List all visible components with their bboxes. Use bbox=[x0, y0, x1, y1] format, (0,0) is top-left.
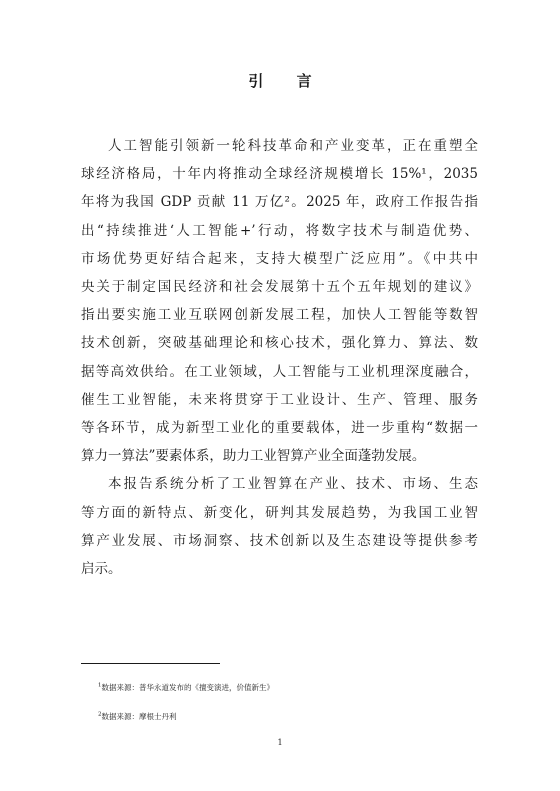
paragraph-line: 等各环节，成为新型工业化的重要载体，进一步重构“数据一 bbox=[81, 420, 478, 437]
paragraph-2 bbox=[81, 470, 478, 583]
footnotes bbox=[98, 683, 478, 741]
paragraph-line: 本报告系统分析了工业智算在产业、技术、市场、生态 bbox=[108, 476, 478, 493]
paragraph-line: 算产业发展、市场洞察、技术创新以及生态建设等提供参考 bbox=[81, 532, 478, 549]
paragraph-line: 技术创新，突破基础理论和核心技术，强化算力、算法、数 bbox=[81, 335, 478, 352]
footnote-1 bbox=[98, 683, 478, 693]
footnote-marker: 2 bbox=[98, 711, 102, 718]
paragraph-line: 年将为我国 GDP 贡献 11 万亿²。2025 年，政府工作报告指 bbox=[81, 194, 478, 211]
paragraph-line: 央关于制定国民经济和社会发展第十五个五年规划的建议》 bbox=[81, 279, 478, 296]
footnote-marker: 1 bbox=[98, 682, 102, 689]
paragraph-line: 算力一算法”要素体系，助力工业智算产业全面蓬勃发展。 bbox=[81, 448, 426, 465]
paragraph-line: 启示。 bbox=[81, 561, 122, 578]
footnote-text: 数据来源：普华永道发布的《擅变演进，价值新生》 bbox=[101, 683, 274, 692]
paragraph-1 bbox=[81, 132, 478, 470]
page-number: 1 bbox=[277, 738, 283, 747]
body-text bbox=[81, 132, 478, 583]
paragraph-line: 指出要实施工业互联网创新发展工程，加快人工智能等数智 bbox=[81, 307, 478, 324]
paragraph-line: 等方面的新特点、新变化，研判其发展趋势，为我国工业智 bbox=[81, 504, 478, 521]
paragraph-line: 据等高效供给。在工业领域，人工智能与工业机理深度融合， bbox=[81, 363, 478, 380]
footnote-2 bbox=[98, 712, 478, 722]
paragraph-line: 球经济格局，十年内将推动全球经济规模增长 15%¹，2035 bbox=[81, 166, 478, 183]
footnote-divider bbox=[81, 663, 220, 664]
footnote-text: 数据来源：摩根士丹利 bbox=[101, 712, 177, 721]
paragraph-line: 市场优势更好结合起来，支持大模型广泛应用”。《中共中 bbox=[81, 250, 478, 267]
paragraph-line: 出“持续推进‘人工智能+’行动，将数字技术与制造优势、 bbox=[81, 222, 478, 239]
paragraph-line: 人工智能引领新一轮科技革命和产业变革，正在重塑全 bbox=[108, 138, 478, 154]
paragraph-line: 催生工业智能，未来将贯穿于工业设计、生产、管理、服务 bbox=[81, 391, 478, 408]
page-title: 引 言 bbox=[248, 72, 326, 90]
